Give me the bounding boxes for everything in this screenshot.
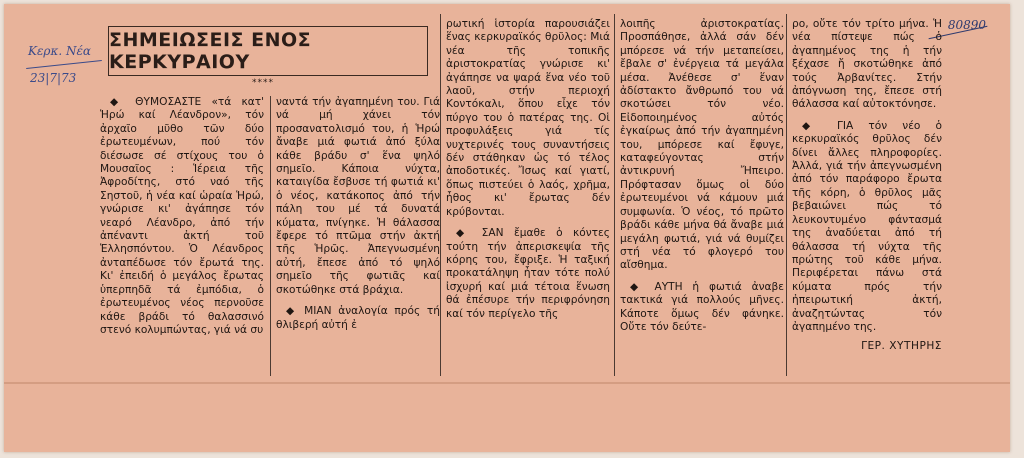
column-divider	[440, 14, 441, 376]
handwritten-newspaper-name: Κερκ. Νέα	[28, 44, 91, 58]
article-column-1	[100, 96, 264, 337]
article-title-box	[108, 26, 428, 76]
handwritten-date: 23|7|73	[30, 71, 77, 85]
col5-paragraph-2: ◆ ΓΙΑ τόν νέο ὁ κερκυραϊκός θρῦλος δέν δίνει ἄλλες πληροφορίες. Ἀλλά, γιά τήν ἀπεγνωσμένη ἀπό τόν παράφορο ἔρωτα τῆς κόρη, ὁ θρῦλος μᾶς βεβαιώνει πώς τό λευκοντυμένο φάντασμά της ἀναδύεται ἀπό τή θάλασσα τή νύχτα τῆς πρώτης τοῦ κάθε μήνα. Περιφέρεται πάνω στά κύματα πρός τήν ἠπειρωτική ἀκτή, ἀναζητώντας τόν ἀγαπημένο της.	[792, 119, 942, 333]
col3-paragraph-2: ◆ ΣΑΝ ἔμαθε ὁ κόντες τούτη τήν ἀπερισκεψία τῆς κόρης του, ἔφριξε. Ἡ ταξική προκατάληψη ἦταν τότε πολύ ἰσχυρή καί μιά τέτοια ἕνωση θά ἐπέσυρε τήν περιφρόνηση καί τόν περίγελο τῆς	[446, 227, 610, 320]
col4-paragraph-2: ◆ ΑΥΤΗ ἡ φωτιά ἀναβε τακτικά γιά πολλούς μῆνες. Κάποτε ὅμως δέν φάνηκε. Οὔτε τόν δεύτε-	[620, 280, 784, 333]
col1-paragraph-1: ◆ ΘΥΜΟΣΑΣΤΕ «τά κατ' Ἡρώ καί Λέανδρον», τόν ἀρχαῖο μῦθο τῶν δύο ἐρωτευμένων, πού τόν διέσωσε σέ στίχους του ὁ Μουσαῖος : Ἱέρεια τῆς Ἀφροδίτης, στό ναό τῆς Σηστοῦ, ἡ νέα καί ὡραία Ἡρώ, γνώρισε κι' ἀγάπησε τόν νεαρό Λέανδρο, ἀπό τήν ἀπέναντι ἀκτή τοῦ Ἑλλησπόντου. Ὁ Λέανδρος ἀνταπέδωσε τόν ἔρωτά της. Κι' ἐπειδή ὁ μεγάλος ἔρωτας ὑπερπηδᾶ τά ἐμπόδια, ὁ ἐρωτευμένος νέος περνοῦσε κάθε βράδι τό θαλασσινό στενό κολυμπώντας, γιά νά συ	[100, 96, 264, 336]
author-signature: ΓΕΡ. ΧΥΤΗΡΗΣ	[861, 340, 942, 353]
col2-paragraph-2: ◆ ΜΙΑΝ ἀναλογία πρός τή θλιβερή αὐτή ἐ	[276, 305, 440, 331]
article-column-4	[620, 18, 784, 334]
handwritten-underline	[26, 60, 102, 69]
newspaper-clipping	[4, 4, 1010, 452]
article-column-2	[276, 96, 440, 332]
col3-paragraph-1: ρωτική ἱστορία παρουσιάζει ἕνας κερκυραϊκός θρῦλος: Μιά νέα τῆς τοπικῆς ἀριστοκρατίας γνώρισε κι' ἀγάπησε να ψαρά ἕνα νέο τοῦ λαοῦ, στήν περιοχή Κοντόκαλι, ὅπου εἶχε τόν πύργο του ὁ πατέρας της. Οἱ προφυλάξεις γιά τίς νυχτερινές τους συναντήσεις δέν στάθηκαν ὡς τό τέλος ἀποδοτικές. Ἴσως καί γιατί, ὅπως πιστεύει ὁ λαός, χρῆμα, ἦθος κι' ἔρωτας δέν κρύβονται.	[446, 18, 610, 218]
column-divider	[270, 96, 271, 376]
column-divider	[786, 14, 787, 376]
handwritten-archive-number: 80890	[947, 18, 986, 32]
col4-paragraph-1: λοιπῆς ἀριστοκρατίας. Προσπάθησε, ἀλλά σάν δέν μπόρεσε νά τήν μεταπείσει, ἔβαλε σ' ἐνέργεια τά μεγάλα μέσα. Ἀνέθεσε σ' ἕναν ἀδίστακτο ἄνθρωπό του νά σκοτώσει τόν νέο. Εἰδοποιημένος αὐτός ἐγκαίρως ἀπό τήν ἀγαπημένη του, μπόρεσε καί ἔφυγε, καταφεύγοντας στήν ἀντικρυνή Ἤπειρο. Πρόφτασαν ὅμως οἱ δύο ἐρωτευμένοι νά κάμουν μιά συμφωνία. Ὁ νέος, τό πρῶτο βράδι κάθε μήνα θά ἄναβε μιά μεγάλη φωτιά, γιά νά θυμίζει στή νέα τό φλογερό του αἴσθημα.	[620, 18, 784, 272]
article-column-3	[446, 18, 610, 321]
col5-paragraph-1: ρο, οὔτε τόν τρίτο μήνα. Ἡ νέα πίστεψε πώς ὁ ἀγαπημένος της ἡ τήν ξέχασε ἤ σκοτώθηκε ἀπό τούς Ἀρβανίτες. Στήν ἀπόγνωση της, ἔπεσε στή θάλασσα καί αὐτοκτόνησε.	[792, 18, 942, 111]
col2-paragraph-1: ναντά τήν ἀγαπημένη του. Γιά νά μή χάνει τόν προσανατολισμό του, ἡ Ἡρώ ἄναβε μιά φωτιά ἀπό ξύλα κάθε βράδυ σ' ἕνα ψηλό σημεῖο. Κάποια νύχτα, καταιγίδα ἔσβυσε τή φωτιά κι' ὁ νέος, κατάκοπος ἀπό τήν πάλη του μέ τά δυνατά κύματα, πνίγηκε. Ἡ θάλασσα ἔφερε τό πτῶμα στήν ἀκτή τῆς Ἡρῶς. Ἀπεγνωσμένη αὐτή, ἔπεσε ἀπό τό ψηλό σημεῖο τῆς φωτιᾶς καί σκοτώθηκε στά βράχια.	[276, 96, 440, 296]
article-column-5	[792, 18, 942, 354]
article-title: ΣΗΜΕΙΩΣΕΙΣ ΕΝΟΣ ΚΕΡΚΥΡΑΙΟΥ	[109, 29, 312, 73]
column-divider	[614, 14, 615, 376]
title-stars: ****	[252, 78, 274, 88]
